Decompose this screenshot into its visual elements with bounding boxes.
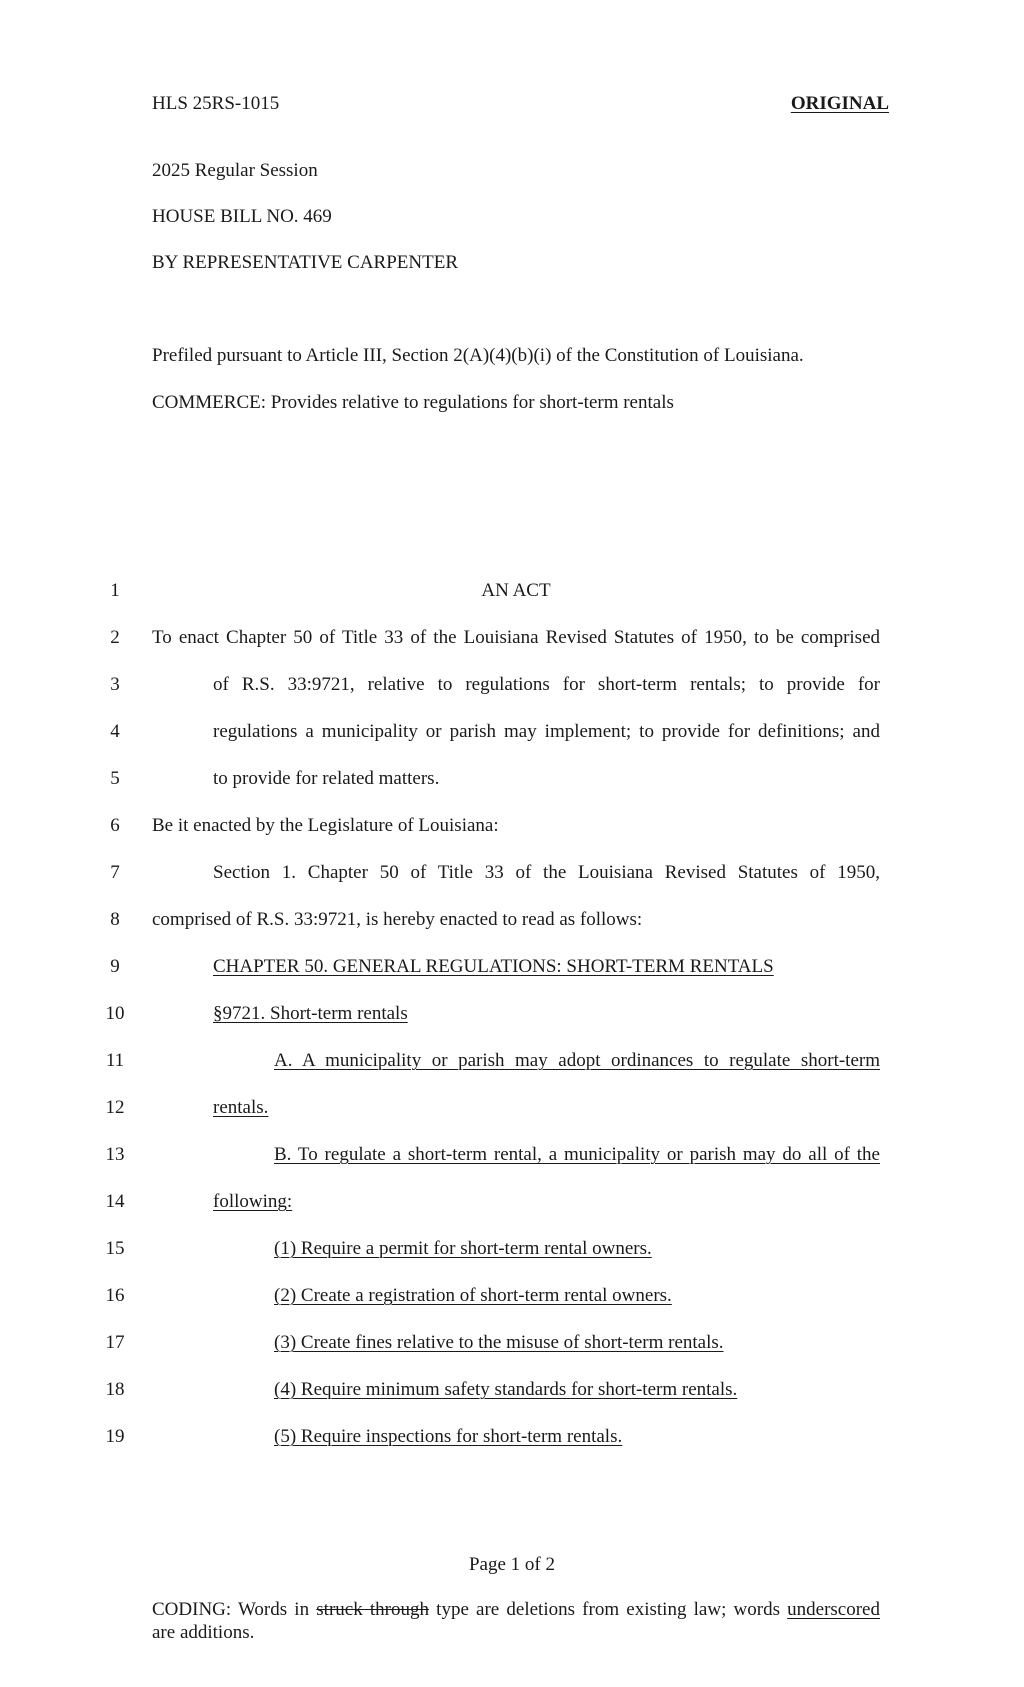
- coding-middle: type are deletions from existing law; words: [428, 1599, 788, 1620]
- line-number: 8: [110, 909, 120, 930]
- line-number: 17: [105, 1332, 125, 1353]
- line-number: 18: [105, 1379, 125, 1400]
- subsection-b-cont: following:: [213, 1191, 293, 1212]
- line-number: 4: [110, 721, 120, 742]
- title-text-line: regulations a municipality or parish may implement; to provide for definitions; and: [213, 721, 880, 742]
- subsection-a-cont: rentals.: [213, 1097, 269, 1118]
- bill-code: HLS 25RS-1015: [152, 93, 280, 114]
- line-number: 9: [110, 956, 120, 977]
- line-number: 12: [105, 1097, 125, 1118]
- list-item: (3) Create fines relative to the misuse of short-term rentals.: [274, 1332, 724, 1353]
- version-label: ORIGINAL: [790, 93, 889, 114]
- line-number: 11: [105, 1050, 125, 1071]
- list-item: (5) Require inspections for short-term rentals.: [274, 1426, 623, 1447]
- line-number: 15: [105, 1238, 125, 1259]
- section-text-line: Section 1. Chapter 50 of Title 33 of the Louisiana Revised Statutes of 1950,: [213, 862, 880, 883]
- line-number: 16: [105, 1285, 125, 1306]
- line-number: 7: [110, 862, 120, 883]
- line-number: 2: [110, 627, 120, 648]
- line-number: 6: [110, 815, 120, 836]
- act-title: AN ACT: [481, 580, 551, 601]
- list-item: (1) Require a permit for short-term rental owners.: [274, 1238, 652, 1259]
- line-number: 3: [110, 674, 120, 695]
- subsection-a: A. A municipality or parish may adopt ordinances to regulate short-term: [274, 1050, 880, 1071]
- prefile-note: Prefiled pursuant to Article III, Section 2(A)(4)(b)(i) of the Constitution of Louisiana.: [152, 345, 804, 366]
- line-number: 5: [110, 768, 120, 789]
- list-item: (2) Create a registration of short-term rental owners.: [274, 1285, 672, 1306]
- section-text-line: comprised of R.S. 33:9721, is hereby enacted to read as follows:: [152, 909, 643, 930]
- bill-author: BY REPRESENTATIVE CARPENTER: [152, 252, 459, 273]
- page-number: Page 1 of 2: [468, 1554, 555, 1575]
- line-number: 19: [105, 1426, 125, 1447]
- subsection-b: B. To regulate a short-term rental, a municipality or parish may do all of the: [274, 1144, 880, 1165]
- title-text-line: of R.S. 33:9721, relative to regulations for short-term rentals; to provide for: [213, 674, 880, 695]
- session-label: 2025 Regular Session: [152, 160, 318, 181]
- enacting-clause: Be it enacted by the Legislature of Louisiana:: [152, 815, 499, 836]
- coding-struck-example: struck through: [316, 1599, 429, 1620]
- title-text-line: to provide for related matters.: [213, 768, 440, 789]
- list-item: (4) Require minimum safety standards for short-term rentals.: [274, 1379, 738, 1400]
- coding-note: [152, 1599, 880, 1621]
- section-heading: §9721. Short-term rentals: [213, 1003, 408, 1024]
- coding-prefix: CODING: Words in: [152, 1599, 317, 1620]
- line-number: 1: [110, 580, 120, 601]
- coding-underscored-example: underscored: [787, 1599, 880, 1620]
- bill-number: HOUSE BILL NO. 469: [152, 206, 332, 227]
- line-number: 13: [105, 1144, 125, 1165]
- title-text-line: To enact Chapter 50 of Title 33 of the Louisiana Revised Statutes of 1950, to be comprised: [152, 627, 880, 648]
- coding-note-cont: are additions.: [152, 1622, 255, 1643]
- digest-line: COMMERCE: Provides relative to regulations for short-term rentals: [152, 392, 674, 413]
- chapter-heading: CHAPTER 50. GENERAL REGULATIONS: SHORT-TERM RENTALS: [213, 956, 774, 977]
- line-number: 14: [105, 1191, 125, 1212]
- line-number: 10: [105, 1003, 125, 1024]
